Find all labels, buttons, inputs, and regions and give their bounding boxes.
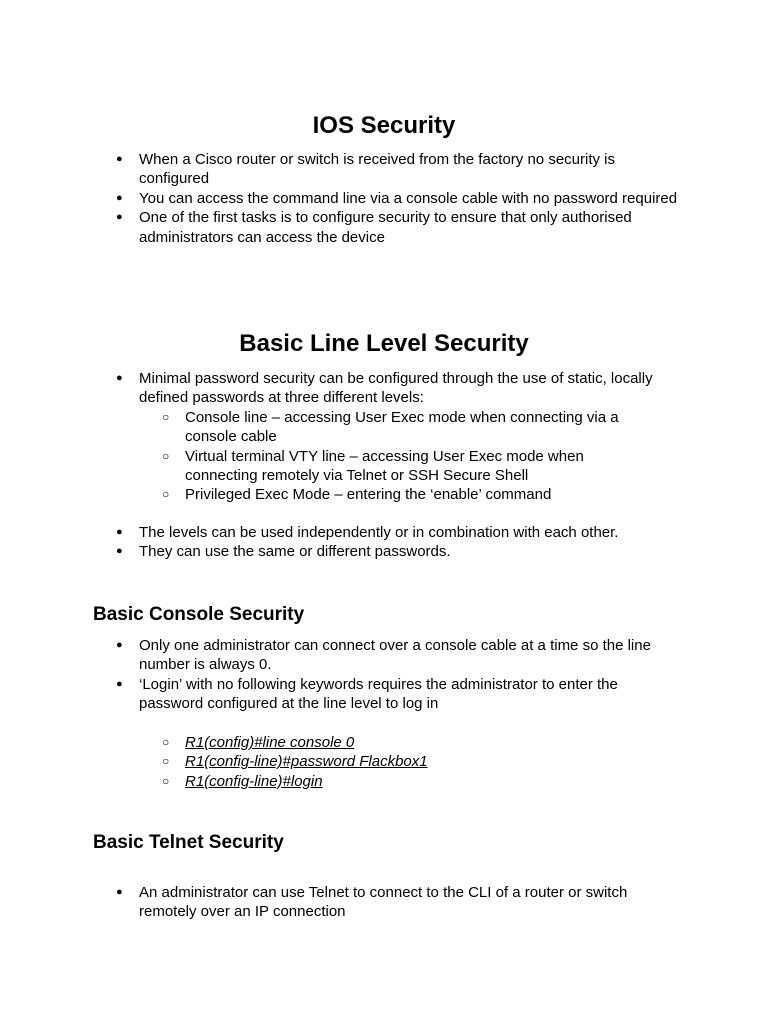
levels-sublist bbox=[139, 408, 679, 505]
sub-bullet-icon: ○ bbox=[162, 448, 170, 463]
list-item-text: You can access the command line via a console cable with no password required bbox=[139, 189, 678, 207]
sub-list-item bbox=[139, 772, 645, 791]
list-item-text: Only one administrator can connect over a console cable at a time so the line number is always 0. bbox=[139, 637, 651, 674]
heading-line-level-security: Basic Line Level Security bbox=[239, 330, 529, 357]
bullet-icon: ● bbox=[116, 639, 123, 651]
sub-bullet-icon: ○ bbox=[162, 487, 170, 502]
sub-bullet-icon: ○ bbox=[162, 754, 170, 769]
sub-list-item bbox=[139, 752, 645, 771]
bullet-icon: ● bbox=[116, 372, 123, 384]
heading-console-security: Basic Console Security bbox=[93, 604, 305, 625]
list-item-text: The levels can be used independently or in combination with each other. bbox=[139, 524, 619, 541]
sub-list-item bbox=[139, 733, 645, 752]
bullet-icon: ● bbox=[116, 886, 123, 898]
sub-bullet-icon: ○ bbox=[162, 773, 170, 788]
list-item bbox=[0, 542, 679, 561]
heading-ios-security: IOS Security bbox=[312, 112, 456, 139]
bullet-icon: ● bbox=[116, 211, 123, 224]
list-item-text: One of the first tasks is to configure security to ensure that only authorised administrators can access the device bbox=[139, 209, 632, 246]
ios-security-list bbox=[0, 150, 679, 247]
heading-telnet-security: Basic Telnet Security bbox=[93, 832, 284, 853]
sub-list-item-text: Console line – accessing User Exec mode when connecting via a console cable bbox=[185, 408, 619, 446]
list-item-text: ‘Login’ with no following keywords requires the administrator to enter the password configured at the line level to log in bbox=[139, 675, 618, 713]
command-text: R1(config-line)#login bbox=[185, 772, 323, 790]
spacer bbox=[139, 714, 679, 733]
list-item-text: Minimal password security can be configured through the use of static, locally defined passwords at three different levels: bbox=[139, 370, 653, 407]
command-text: R1(config)#line console 0 bbox=[185, 734, 355, 752]
list-item bbox=[0, 369, 679, 505]
sub-list-item-text: Virtual terminal VTY line – accessing User Exec mode when connecting remotely via Telnet or SSH Secure Shell bbox=[185, 447, 584, 485]
console-commands-sublist bbox=[139, 733, 679, 791]
sub-list-item bbox=[139, 447, 645, 486]
list-item bbox=[0, 883, 679, 922]
list-item bbox=[0, 523, 679, 542]
telnet-security-list bbox=[0, 883, 679, 922]
sub-list-item bbox=[139, 485, 645, 504]
sub-bullet-icon: ○ bbox=[162, 409, 170, 424]
sub-bullet-icon: ○ bbox=[162, 735, 170, 750]
list-item bbox=[0, 636, 679, 675]
bullet-icon: ● bbox=[116, 191, 123, 204]
line-level-list bbox=[0, 369, 679, 505]
list-item bbox=[0, 208, 679, 247]
line-level-list-2 bbox=[0, 523, 679, 562]
list-item bbox=[0, 189, 679, 208]
command-text: R1(config-line)#password Flackbox1 bbox=[185, 753, 428, 771]
list-item bbox=[0, 675, 679, 791]
bullet-icon: ● bbox=[116, 526, 123, 538]
sub-list-item bbox=[139, 408, 645, 447]
sub-list-item-text: Privileged Exec Mode – entering the ‘enable’ command bbox=[185, 486, 552, 504]
list-item-text: When a Cisco router or switch is received from the factory no security is configured bbox=[139, 151, 616, 188]
list-item bbox=[0, 150, 679, 189]
console-security-list bbox=[0, 636, 679, 791]
bullet-icon: ● bbox=[116, 677, 123, 690]
list-item-text: An administrator can use Telnet to connect to the CLI of a router or switch remotely over an IP connection bbox=[139, 884, 628, 921]
list-item-text: They can use the same or different passwords. bbox=[139, 543, 451, 561]
bullet-icon: ● bbox=[116, 545, 123, 558]
bullet-icon: ● bbox=[116, 153, 123, 165]
